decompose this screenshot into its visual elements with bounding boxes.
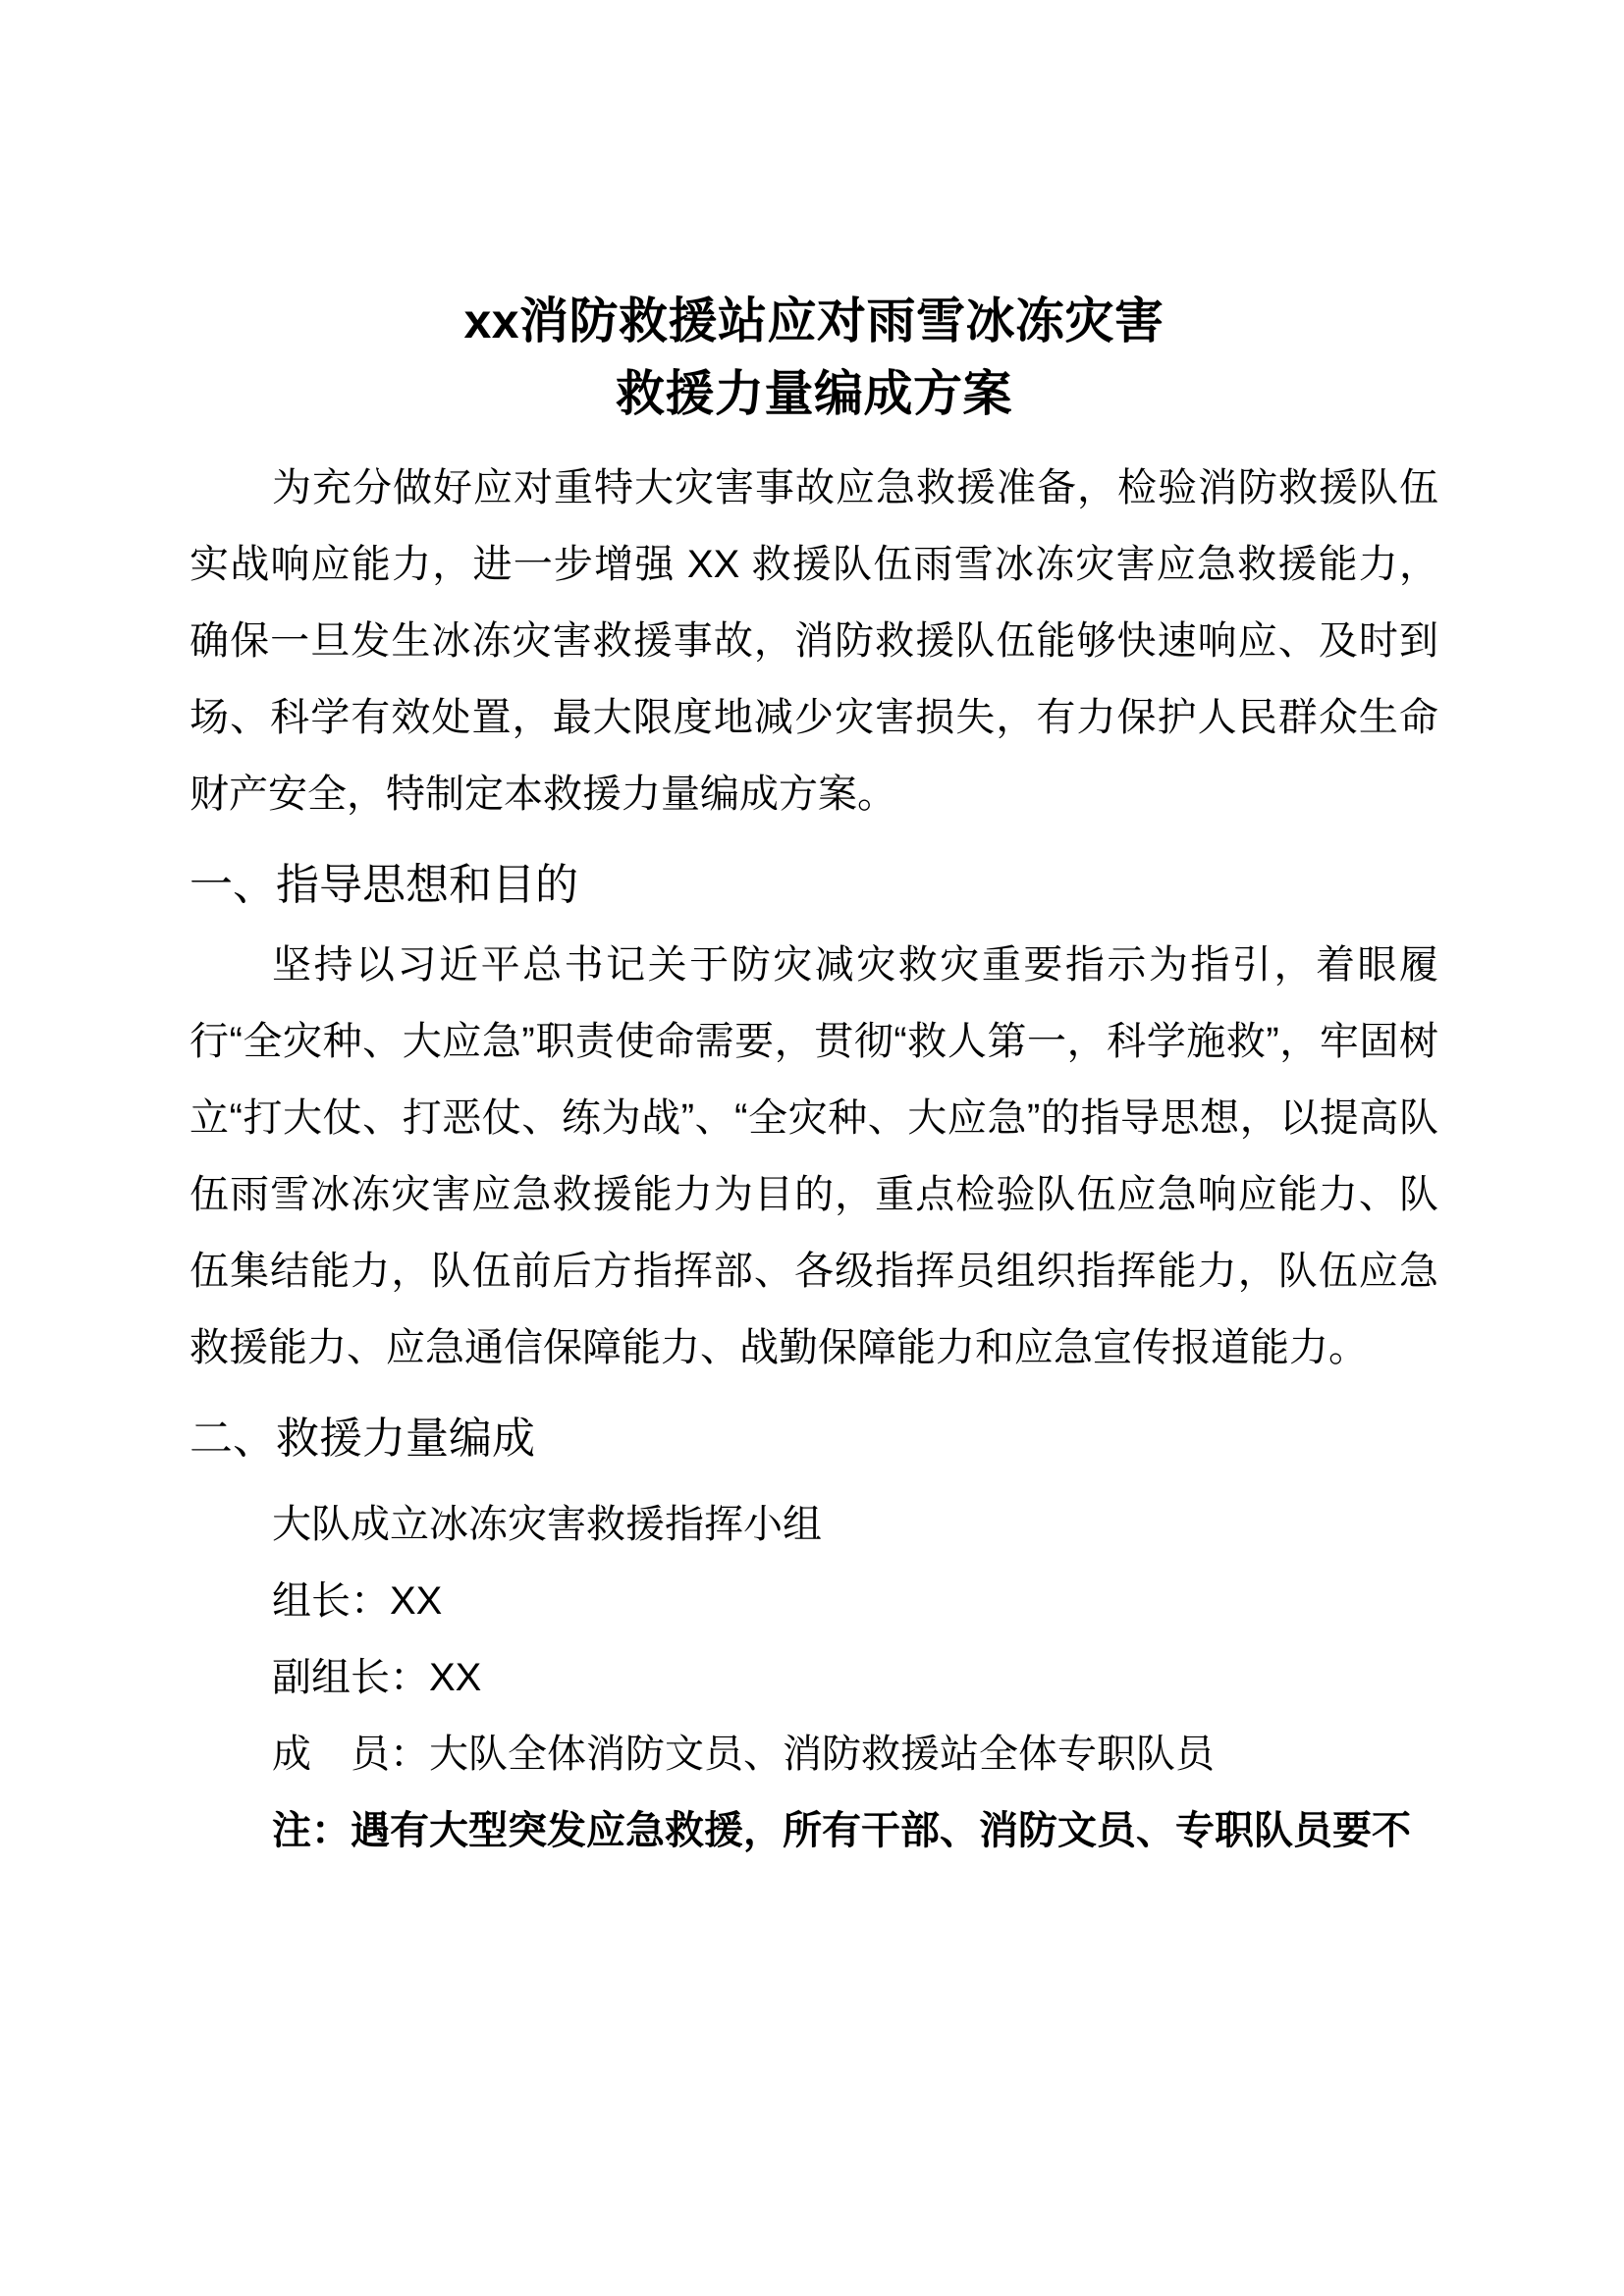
list-item: 副组长：XX	[272, 1656, 482, 1699]
document-title-line-1: xx消防救援站应对雨雪冰冻灾害	[463, 294, 1164, 348]
intro-paragraph: 为充分做好应对重特大灾害事故应急救援准备，检验消防救援队伍实战响应能力，进一步增强 XX 救援队伍雨雪冰冻灾害应急救援能力，确保一旦发生冰冻灾害救援事故，消防救援队伍能够快速响应、及时到场、科学有效处置，最大限度地减少灾害损失，有力保护人民群众生命财产安全，特制定本救援力量编成方案。	[189, 466, 1438, 816]
list-item: 大队成立冰冻灾害救援指挥小组	[272, 1503, 822, 1546]
section-2-note: 注：遇有大型突发应急救援，所有干部、消防文员、专职队员要不	[272, 1809, 1411, 1852]
list-item: 组长：XX	[272, 1579, 443, 1623]
document-title	[189, 285, 1438, 430]
section-heading-2: 二、救援力量编成	[189, 1415, 535, 1463]
section-2-list	[189, 1486, 1438, 1869]
document-title-line-2: 救援力量编成方案	[616, 366, 1012, 421]
list-item: 成 员：大队全体消防文员、消防救援站全体专职队员	[272, 1733, 1215, 1776]
section-heading-1: 一、指导思想和目的	[189, 861, 578, 909]
section-1-paragraph: 坚持以习近平总书记关于防灾减灾救灾重要指示为指引，着眼履行“全灾种、大应急”职责使命需要，贯彻“救人第一，科学施救”，牢固树立“打大仗、打恶仗、练为战”、“全灾种、大应急”的指导思想，以提高队伍雨雪冰冻灾害应急救援能力为目的，重点检验队伍应急响应能力、队伍集结能力，队伍前后方指挥部、各级指挥员组织指挥能力，队伍应急救援能力、应急通信保障能力、战勤保障能力和应急宣传报道能力。	[189, 943, 1438, 1369]
document-content	[189, 0, 1438, 1869]
